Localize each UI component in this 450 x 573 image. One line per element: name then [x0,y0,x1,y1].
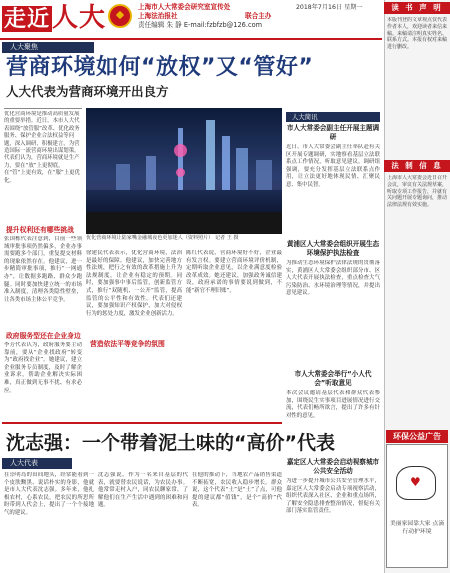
brief-head-3: 市人大常委会举行“小人代会”听取意见 [294,370,372,387]
lead-summary: 优化营商环境是推动高质量发展的重要举措。近日，本市人大代表围绕“放管服”改革、优化政务服务、保护企业合法权益等问题，深入调研，积极建言，为营造国际一流营商环境出谋划策。代表们认为，营商环境就是生产力，要在“放”上更彻底，在“管”上更有效，在“服”上更优化。 [4,111,80,184]
second-headline: 沈志强：一个带着泥土味的“高价”代表 [6,432,335,454]
co-sponsor-label: 联合主办 [245,12,272,20]
lead-headline: 营商环境如何“放权”又“管好” [6,55,314,80]
logo-walk: 走近 [4,6,51,32]
brief-head-2: 黄浦区人大常委会组织开展生态环境保护执法检查 [286,240,380,257]
subtitle-2: 政府服务型还在企业身边 [6,332,81,340]
section-tag-focus: 人大聚焦 [2,42,94,53]
editor-line: 责任编辑 朱 静 E-mail:fzbfzb@126.com [138,21,263,29]
lead-col-3: 徐建民代表表示，优化营商环境，法治是最好的保障。他建议，加快完善地方性法规，把行之有效的改革措施上升为法规制度，让企业有稳定的预期。同时，要加强事中事后监管，创新监管方式，推行“双随机、一公开”监管，提高监管的公平性和有效性。代表们还建议，要加强知识产权保护，加大对侵权行为的惩处力度，激发企业创新活力。 [86,250,182,317]
sidebar-banner-info: 法 制 信 息 [384,160,450,172]
brief-text-2: 为推动生态环境保护法律法规的贯彻落实，黄浦区人大常委会组织部分市、区人大代表开展执法检查，重点检查大气污染防治、水环境治理等情况，并提出意见建议。 [286,260,380,297]
newspaper-logo [2,3,105,33]
lead-col-4: 陈红代表说，营商环境好不好，企业最有发言权。要建立营商环境评价机制，定期听取企业意见，以企业满意度检验改革成效。她还建议，加强政务诚信建设，政府承诺的事情要说到做到，不能“新官不理旧账”。 [186,250,282,294]
publisher-lines [138,3,262,30]
photo-caption: 优化营商环境让陆家嘴金融城夜色更加迷人（资料照片） 记者 王 摄 [86,235,239,241]
brief-text-4: 为进一步提升城市公共安全管理水平，嘉定区人大常委会启动专项视察活动，组织代表深入社区、企业和重点场所，了解安全隐患排查整治情况，督促有关部门落实监管责任。 [286,478,380,515]
ad-caption: 美丽家园靠大家 点滴行动护环境 [390,521,445,535]
second-col-3: 在他的推动下，当地农产品销售渠道不断拓宽，农民收入稳步增长。群众说，这个代表“土”是“土”了点，可他提的建议都“值钱”，是个“高价”代表。 [192,472,282,509]
brief-text-3: 本次会议邀请基层代表和群众代表参加，围绕民生实事项目进展情况进行交流，代表们畅所欲言，提出了许多有针对性的意见。 [286,390,380,419]
sidebar-banner-statement: 读 书 声 明 [384,2,450,14]
logo-main: 人大 [52,3,107,33]
hand-heart-illustration-icon: ♥ [392,452,442,512]
brief-head-1: 市人大常委会副主任开展主题调研 [286,124,380,141]
shanghai-night-photo [86,108,282,234]
brief-head-4: 嘉定区人大常委会启动视察城市公共安全活动 [286,458,380,475]
divider-rule [2,422,282,424]
sidebar-text-statement: 本版刊登的文章观点仅代表作者本人，欢迎读者来信来稿。来稿请注明真实姓名、联系方式。本报有权对来稿进行删改。 [387,17,447,51]
second-col-2: 沈志强说，作为一名来自基层的代表，就要替农民说话，为农民办事。他常常走村入户，同农民聊家常，了解他们在生产生活中遇到的困难和问题。 [98,472,188,509]
lead-subhead: 人大代表为营商环境开出良方 [6,84,169,99]
section-tag-deputy: 人大代表 [2,458,72,469]
second-col-1: 在崇明岛的田间地头，经常能看到一个皮肤黝黑、说话朴实的身影，他就是市人大代表沈志强。多年来，他扎根农村，心系农民，把农民的所思所盼带到人代会上，提出了一个个接地气的建议。 [4,472,94,516]
lead-summary-box [4,108,82,220]
national-emblem-icon [108,4,132,28]
subtitle-1: 提升权利还有哪些挑战 [6,226,74,234]
publisher-line-2: 上海法治报社 [138,12,178,20]
publisher-line-1: 上海市人大常委会研究室宣传处 [138,3,231,11]
ad-title: 环保公益广告 [386,430,448,443]
lead-col-1: 张国栋代表注意到，目前一些领域审批事项仍然偏多，企业办事需要跑多个部门，重复提交材料的现象依然存在。他建议，进一步精简审批事项，推行“一网通办”，让数据多跑路、群众少跑腿。同时要加快建立统一的市场准入制度，清理各类隐性壁垒，让各类市场主体公平竞争。 [4,236,82,303]
section-tag-briefs: 人大简讯 [286,112,380,122]
masthead [0,0,382,40]
subtitle-3: 营造依法平等竞争的氛围 [90,340,165,348]
issue-date: 2018年7月16日 星期一 [296,4,363,11]
brief-text-1: 近日，市人大常委会副主任率队赴有关区开展专题调研，实地察看基层立法联系点工作情况，听取意见建议。调研组强调，要充分发挥基层立法联系点作用，让立法更好地体现民情、汇聚民意、集中民智。 [286,144,380,188]
lead-col-2: 李芳代表认为，政府服务要主动靠前，要从“企业找政府”转变为“政府找企业”。她建议，建立企业服务专员制度，及时了解企业诉求，帮助企业解决实际困难，真正做到无事不扰、有求必应。 [4,342,82,394]
sidebar-text-info: 上海市人大常委会近日召开会议，审议有关法规草案，听取专项工作报告，并就有关问题开展专题询问，推动法律法规有效实施。 [387,175,447,209]
